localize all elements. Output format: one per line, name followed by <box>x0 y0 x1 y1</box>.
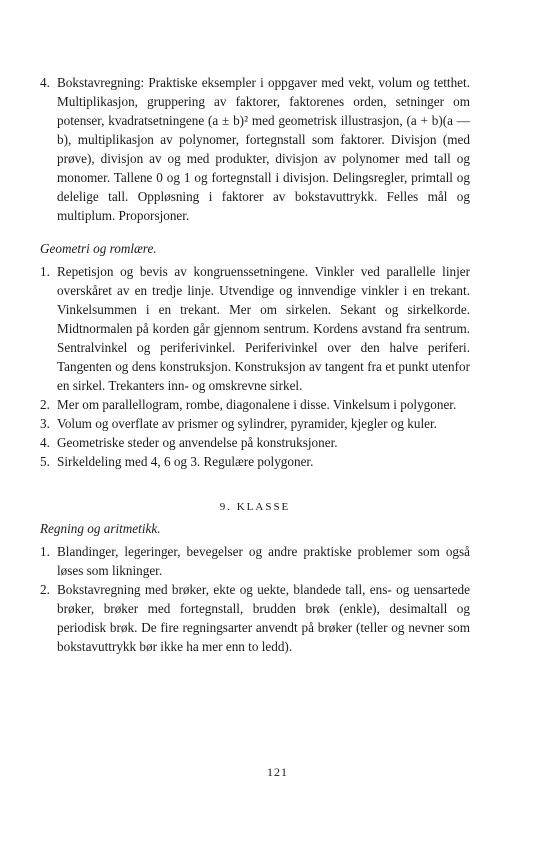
item-text: Geometriske steder og anvendelse på konstruksjoner. <box>57 435 338 450</box>
item-number: 4. <box>40 435 50 450</box>
class-title: 9. KLASSE <box>219 501 291 513</box>
item-number: 2. <box>40 582 50 597</box>
list-item <box>40 433 470 452</box>
item-number: 4. <box>40 75 50 90</box>
item-number: 2. <box>40 397 50 412</box>
list-item <box>40 73 470 225</box>
item-number: 5. <box>40 454 50 469</box>
section-heading-arithmetic: Regning og aritmetikk. <box>40 521 161 536</box>
list-item <box>40 395 470 414</box>
list-item <box>40 542 470 580</box>
item-text: Sirkeldeling med 4, 6 og 3. Regulære polygoner. <box>57 454 314 469</box>
section-heading-geometry: Geometri og romlære. <box>40 241 157 256</box>
item-text: Bokstavregning: Praktiske eksempler i oppgaver med vekt, volum og tetthet. Multiplikasjon, gruppering av faktorer, faktorenes orden, setninger om potenser, kvadratsetningene (a ± b)² med geometrisk illustrasjon, (a + b)(a — b), multiplikasjon av polynomer, fortegnstall som faktorer. Divisjon (med prøve), divisjon av og med produkter, divisjon av polynomer med tall og monomer. Tallene 0 og 1 og fortegnstall i divisjon. Delingsregler, primtall og delelige tall. Oppløsning i faktorer av bokstavuttrykk. Felles mål og multiplum. Proporsjoner. <box>57 75 470 223</box>
page-content <box>40 73 470 656</box>
item-text: Volum og overflate av prismer og sylindrer, pyramider, kjegler og kuler. <box>57 416 437 431</box>
item-text: Bokstavregning med brøker, ekte og uekte, blandede tall, ens- og uensartede brøker, brøker med fortegnstall, brudden brøk (enkle), desimaltall og periodisk brøk. De fire regningsarter anvendt på brøker (teller og nevner som bokstavuttrykk bør ikke ha mer enn to ledd). <box>57 582 470 654</box>
item-number: 3. <box>40 416 50 431</box>
page-number: 121 <box>267 765 288 779</box>
list-item <box>40 580 470 656</box>
item-text: Mer om parallellogram, rombe, diagonalene i disse. Vinkelsum i polygoner. <box>57 397 457 412</box>
list-item <box>40 262 470 395</box>
list-item <box>40 452 470 471</box>
list-item <box>40 414 470 433</box>
item-text: Blandinger, legeringer, bevegelser og andre praktiske problemer som også løses som likninger. <box>57 544 470 578</box>
item-text: Repetisjon og bevis av kongruenssetningene. Vinkler ved parallelle linjer overskåret av en tredje linje. Utvendige og innvendige vinkler i en trekant. Vinkelsummen i en trekant. Mer om sirkelen. Sekant og sirkelkorde. Midtnormalen på korden går gjennom sentrum. Kordens avstand fra sentrum. Sentralvinkel og periferivinkel. Periferivinkel over den halve periferi. Tangenten og dens konstruksjon. Konstruksjon av tangent fra et punkt utenfor en sirkel. Trekanters inn- og omskrevne sirkel. <box>57 264 470 393</box>
item-number: 1. <box>40 544 50 559</box>
item-number: 1. <box>40 264 50 279</box>
